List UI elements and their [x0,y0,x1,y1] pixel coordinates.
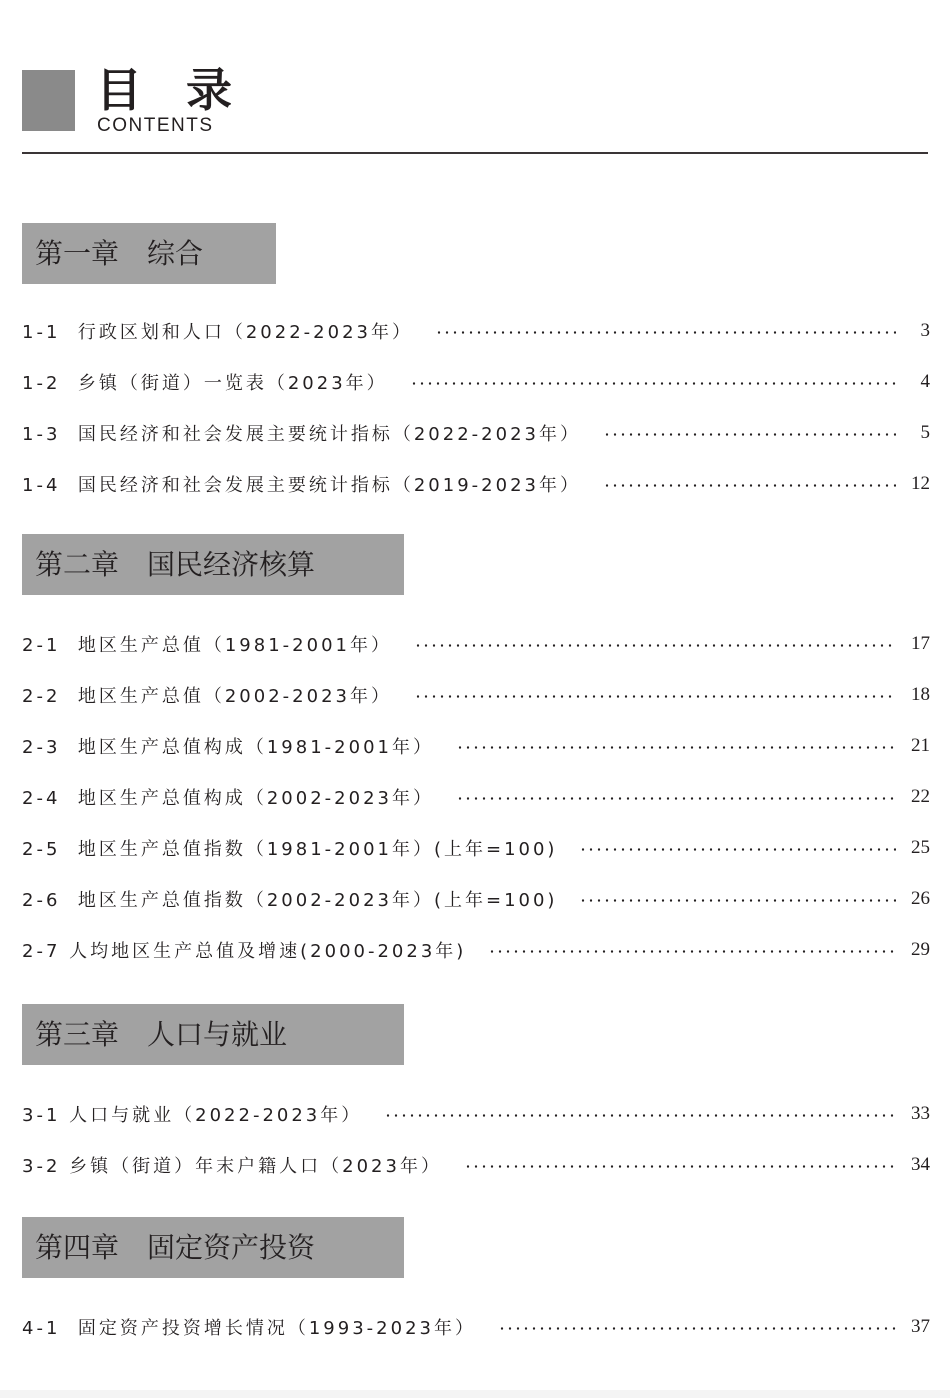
dot-leader [456,746,896,749]
toc-entry-2-4[interactable] [22,783,930,811]
toc-entry-title: 地区生产总值（2002-2023年） [77,686,392,707]
toc-entry-title: 地区生产总值指数（1981-2001年）(上年=100) [77,839,558,860]
toc-entry-label [22,471,581,497]
toc-entry-number: 2-5 [22,839,61,860]
toc-entry-number: 1-1 [22,322,61,343]
toc-entry-2-3[interactable] [22,732,930,760]
toc-entry-number: 1-3 [22,424,61,445]
toc-entry-title: 人均地区生产总值及增速(2000-2023年) [69,941,467,962]
toc-entry-page: 22 [911,786,930,807]
chapter-title: 第二章 国民经济核算 [35,548,316,581]
toc-entry-label [22,1101,362,1127]
toc-entry-page: 37 [911,1316,930,1337]
toc-entry-number: 4-1 [22,1318,61,1339]
dot-leader [414,644,896,647]
toc-entry-2-6[interactable] [22,885,930,913]
dot-leader [488,950,896,953]
toc-entry-page: 18 [911,684,930,705]
toc-entry-4-1[interactable] [22,1313,930,1341]
chapter-heading-1 [22,223,276,284]
chapter-title: 第一章 综合 [35,237,204,270]
dot-leader [384,1114,896,1117]
toc-header [22,63,928,154]
toc-entry-number: 1-4 [22,475,61,496]
dot-leader [435,331,896,334]
toc-entry-1-2[interactable] [22,368,930,396]
dot-leader [498,1327,896,1330]
toc-entry-2-2[interactable] [22,681,930,709]
toc-entry-3-2[interactable] [22,1151,930,1179]
toc-entry-2-5[interactable] [22,834,930,862]
toc-entry-number: 2-7 [22,941,61,962]
toc-entry-label [22,784,434,810]
dot-leader [414,695,896,698]
page-subtitle: CONTENTS [97,115,214,136]
toc-entry-title: 地区生产总值构成（2002-2023年） [77,788,434,809]
toc-entry-page: 34 [911,1154,930,1175]
dot-leader [603,484,896,487]
chapter-heading-4 [22,1217,404,1278]
toc-entry-number: 2-6 [22,890,61,911]
dot-leader [464,1165,896,1168]
toc-entry-title: 地区生产总值指数（2002-2023年）(上年=100) [77,890,558,911]
chapter-title: 第四章 固定资产投资 [35,1231,316,1264]
toc-entry-page: 17 [911,633,930,654]
toc-entry-page: 3 [920,320,930,341]
page-title: 目录 [96,63,276,117]
toc-entry-page: 4 [920,371,930,392]
toc-entry-1-3[interactable] [22,419,930,447]
toc-entry-label [22,886,557,912]
toc-entry-label [22,835,557,861]
header-divider [22,152,928,154]
toc-entry-title: 国民经济和社会发展主要统计指标（2019-2023年） [77,475,581,496]
dot-leader [579,899,896,902]
toc-entry-1-1[interactable] [22,317,930,345]
toc-entry-number: 3-2 [22,1156,61,1177]
toc-entry-title: 乡镇（街道）一览表（2023年） [77,373,388,394]
chapter-heading-2 [22,534,404,595]
dot-leader [579,848,896,851]
toc-entry-number: 2-1 [22,635,61,656]
toc-entry-page: 25 [911,837,930,858]
toc-entry-label [22,733,434,759]
toc-entry-2-1[interactable] [22,630,930,658]
toc-entry-number: 2-3 [22,737,61,758]
dot-leader [603,433,896,436]
toc-entry-number: 2-4 [22,788,61,809]
toc-entry-title: 行政区划和人口（2022-2023年） [77,322,413,343]
toc-entry-page: 29 [911,939,930,960]
toc-entry-label [22,420,581,446]
chapter-heading-3 [22,1004,404,1065]
chapter-title: 第三章 人口与就业 [35,1018,288,1051]
toc-entry-3-1[interactable] [22,1100,930,1128]
toc-entry-title: 乡镇（街道）年末户籍人口（2023年） [69,1156,442,1177]
toc-entry-label [22,318,413,344]
toc-entry-number: 2-2 [22,686,61,707]
toc-entry-title: 地区生产总值构成（1981-2001年） [77,737,434,758]
toc-entry-page: 5 [920,422,930,443]
toc-entry-label [22,1152,442,1178]
dot-leader [410,382,896,385]
toc-entry-label [22,1314,476,1340]
toc-entry-number: 3-1 [22,1105,61,1126]
toc-entry-page: 26 [911,888,930,909]
toc-entry-title: 地区生产总值（1981-2001年） [77,635,392,656]
header-decor-block [22,70,75,131]
toc-entry-page: 12 [911,473,930,494]
toc-entry-page: 33 [911,1103,930,1124]
toc-entry-label [22,682,392,708]
toc-entry-title: 国民经济和社会发展主要统计指标（2022-2023年） [77,424,581,445]
toc-entry-title: 人口与就业（2022-2023年） [69,1105,363,1126]
toc-entry-page: 21 [911,735,930,756]
toc-entry-label [22,369,388,395]
toc-entry-label [22,631,392,657]
toc-entry-title: 固定资产投资增长情况（1993-2023年） [77,1318,476,1339]
toc-entry-number: 1-2 [22,373,61,394]
toc-entry-label [22,937,466,963]
toc-entry-2-7[interactable] [22,936,930,964]
dot-leader [456,797,896,800]
toc-entry-1-4[interactable] [22,470,930,498]
footer-strip [0,1390,950,1398]
